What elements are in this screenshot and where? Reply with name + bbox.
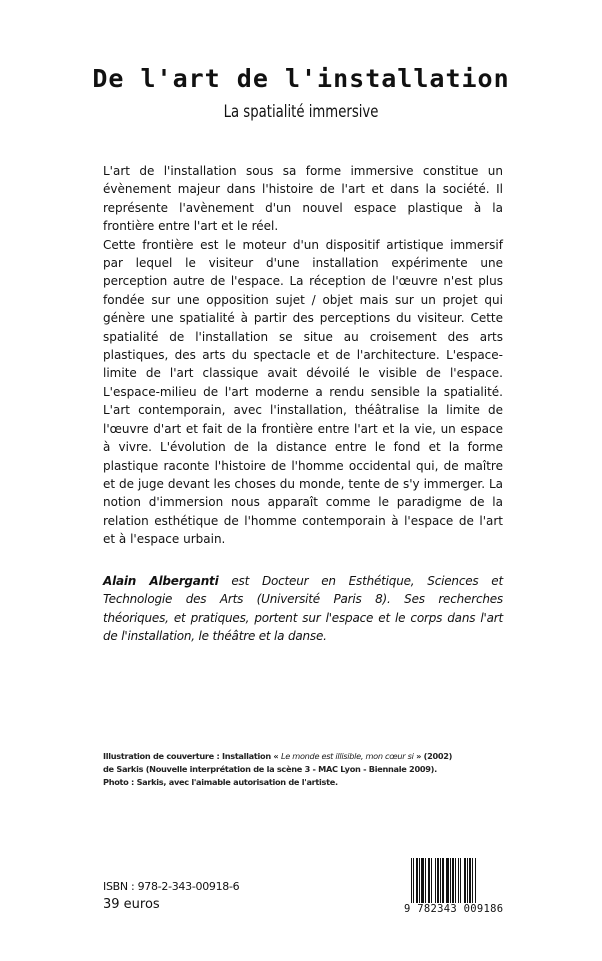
credits-line-3: Photo : Sarkis, avec l'aimable autorisation de l'artiste.	[103, 777, 338, 787]
book-subtitle: La spatialité immersive	[223, 102, 379, 122]
isbn: ISBN : 978-2-343-00918-6	[103, 880, 240, 893]
book-title: De l'art de l'installation	[92, 64, 510, 93]
barcode-bars-icon	[411, 858, 501, 904]
barcode-number: 9 782343 009186	[404, 903, 506, 915]
credits-prefix: Illustration de couverture : Installation «	[103, 751, 281, 761]
author-name: Alain Alberganti	[103, 574, 219, 588]
credits-line-2: de Sarkis (Nouvelle interprétation de la scène 3 - MAC Lyon - Biennale 2009).	[103, 764, 437, 774]
summary-paragraph: L'art de l'installation sous sa forme immersive constitue un évènement majeur dans l'histoire de l'art et dans la société. Il représente l'avènement d'un nouvel espace plastique à la frontière entre l'art et le réel.	[103, 164, 503, 234]
credits-line-1	[103, 750, 513, 763]
credits-suffix: » (2002)	[413, 751, 453, 761]
barcode	[404, 858, 504, 916]
cover-credits	[103, 750, 513, 789]
author-bio-text: est Docteur en Esthétique, Sciences et Technologie des Arts (Université Paris 8). Ses recherches théoriques, et pratiques, portent sur l'espace et le corps dans l'art de l'installation, le théâtre et la danse.	[103, 574, 503, 644]
author-bio	[103, 572, 503, 646]
price: 39 euros	[103, 897, 160, 912]
artwork-title: Le monde est illisible, mon cœur si	[280, 751, 414, 761]
summary-text	[103, 162, 503, 549]
summary-paragraph: Cette frontière est le moteur d'un dispositif artistique immersif par lequel le visiteur d'une installation expérimente une perception autre de l'espace. La réception de l'œuvre n'est plus fondée sur une opposition sujet / objet mais sur un projet qui génère une spatialité à partir des perceptions du visiteur. Cette spatialité de l'installation se situe au croisement des arts plastiques, des arts du spectacle et de l'architecture. L'espace-limite de l'art classique avait dévoilé le visible de l'espace. L'espace-milieu de l'art moderne a rendu sensible la spatialité. L'art contemporain, avec l'installation, théâtralise la limite de l'œuvre d'art et fait de la frontière entre l'art et la vie, un espace à vivre. L'évolution de la distance entre le fond et la forme plastique raconte l'histoire de l'homme occidental qui, de maître et de juge devant les choses du monde, tente de s'y immerger. La notion d'immersion nous apparaît comme le paradigme de la relation esthétique de l'homme contemporain à l'espace de l'art et à l'espace urbain.	[103, 237, 503, 547]
